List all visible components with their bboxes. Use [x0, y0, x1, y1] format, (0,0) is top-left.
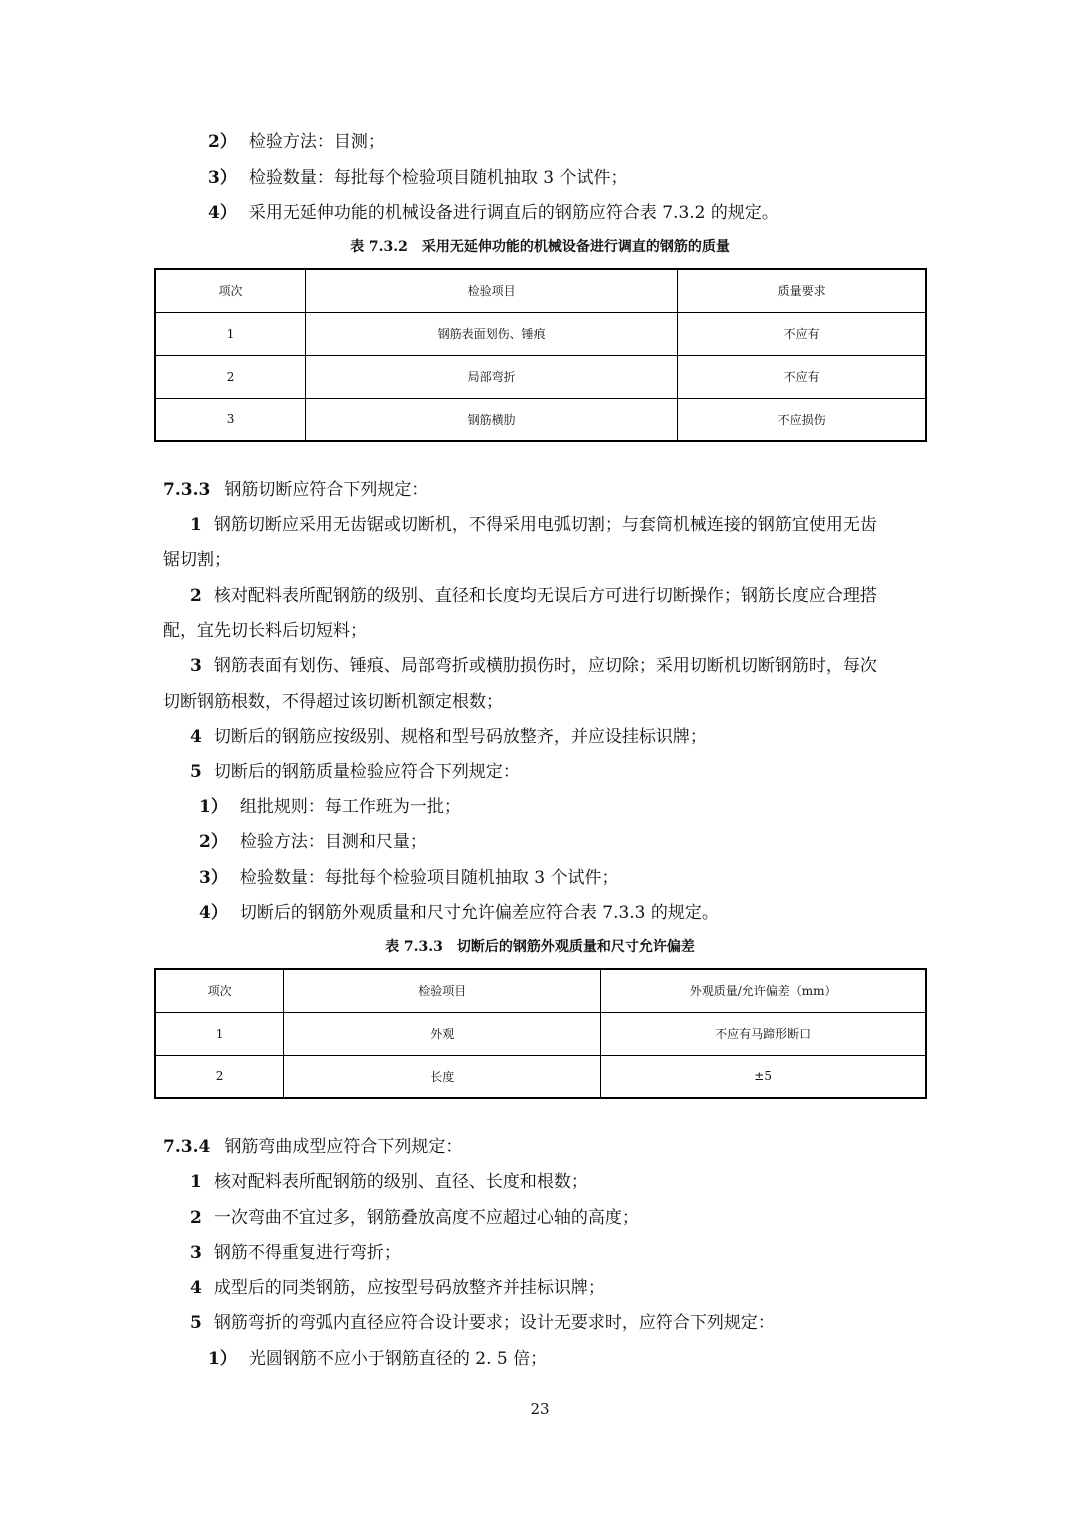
list-item: 5 切断后的钢筋质量检验应符合下列规定： — [190, 762, 520, 782]
section-heading: 7.3.3 钢筋切断应符合下列规定： — [163, 480, 429, 500]
list-item: 4 切断后的钢筋应按级别、规格和型号码放整齐，并应设挂标识牌； — [190, 727, 707, 747]
list-item: 1 钢筋切断应采用无齿锯或切断机，不得采用电弧切割；与套筒机械连接的钢筋宜使用无齿 — [190, 515, 877, 535]
table-row — [155, 398, 926, 441]
sub-item: 1） 光圆钢筋不应小于钢筋直径的 2. 5 倍； — [208, 1349, 548, 1369]
list-item: 3 钢筋不得重复进行弯折； — [190, 1243, 401, 1263]
table-cell: 钢筋表面划伤、锤痕 — [306, 312, 678, 355]
table-row — [155, 312, 926, 355]
table-header: 检验项目 — [284, 969, 601, 1012]
table-header-row — [155, 269, 926, 312]
data-table — [154, 968, 927, 1099]
table-cell: ±5 — [601, 1055, 926, 1098]
table-caption: 表 7.3.3 切断后的钢筋外观质量和尺寸允许偏差 — [385, 939, 695, 955]
table-cell: 外观 — [284, 1012, 601, 1055]
table-header: 项次 — [155, 969, 284, 1012]
list-item: 4 成型后的同类钢筋，应按型号码放整齐并挂标识牌； — [190, 1278, 605, 1298]
list-item: 3 钢筋表面有划伤、锤痕、局部弯折或横肋损伤时，应切除；采用切断机切断钢筋时，每次 — [190, 656, 877, 676]
list-item-continuation: 切断钢筋根数，不得超过该切断机额定根数； — [163, 692, 503, 712]
table-header: 质量要求 — [678, 269, 926, 312]
list-item: 2 核对配料表所配钢筋的级别、直径和长度均无误后方可进行切断操作；钢筋长度应合理搭 — [190, 586, 877, 606]
table-row — [155, 355, 926, 398]
list-item: 2） 检验方法：目测； — [208, 132, 385, 152]
sub-item: 3） 检验数量：每批每个检验项目随机抽取 3 个试件； — [199, 868, 619, 888]
sub-item: 4） 切断后的钢筋外观质量和尺寸允许偏差应符合表 7.3.3 的规定。 — [199, 903, 719, 923]
list-item: 2 一次弯曲不宜过多，钢筋叠放高度不应超过心轴的高度； — [190, 1208, 639, 1228]
list-item: 5 钢筋弯折的弯弧内直径应符合设计要求；设计无要求时，应符合下列规定： — [190, 1313, 775, 1333]
table-row — [155, 1012, 926, 1055]
table-cell: 不应有 — [678, 355, 926, 398]
table-cell: 长度 — [284, 1055, 601, 1098]
table-header: 项次 — [155, 269, 306, 312]
section-heading: 7.3.4 钢筋弯曲成型应符合下列规定： — [163, 1137, 463, 1157]
page-number: 23 — [530, 1400, 550, 1418]
table-header: 检验项目 — [306, 269, 678, 312]
table-cell: 不应有 — [678, 312, 926, 355]
list-item-continuation: 配，宜先切长料后切短料； — [163, 621, 367, 641]
table-cell: 局部弯折 — [306, 355, 678, 398]
data-table — [154, 268, 927, 442]
list-item-continuation: 锯切割； — [163, 550, 231, 570]
table-cell: 钢筋横肋 — [306, 398, 678, 441]
sub-item: 1） 组批规则：每工作班为一批； — [199, 797, 461, 817]
table-cell: 1 — [155, 1012, 284, 1055]
list-item: 4） 采用无延伸功能的机械设备进行调直后的钢筋应符合表 7.3.2 的规定。 — [208, 203, 779, 223]
list-item: 1 核对配料表所配钢筋的级别、直径、长度和根数； — [190, 1172, 588, 1192]
table-header-row — [155, 969, 926, 1012]
table-cell: 3 — [155, 398, 306, 441]
table-cell: 不应有马蹄形断口 — [601, 1012, 926, 1055]
table-row — [155, 1055, 926, 1098]
table-cell: 2 — [155, 355, 306, 398]
list-item: 3） 检验数量：每批每个检验项目随机抽取 3 个试件； — [208, 168, 628, 188]
table-caption: 表 7.3.2 采用无延伸功能的机械设备进行调直的钢筋的质量 — [350, 239, 730, 255]
table-header: 外观质量/允许偏差（mm） — [601, 969, 926, 1012]
table-cell: 不应损伤 — [678, 398, 926, 441]
table-cell: 1 — [155, 312, 306, 355]
sub-item: 2） 检验方法：目测和尺量； — [199, 832, 427, 852]
table-cell: 2 — [155, 1055, 284, 1098]
